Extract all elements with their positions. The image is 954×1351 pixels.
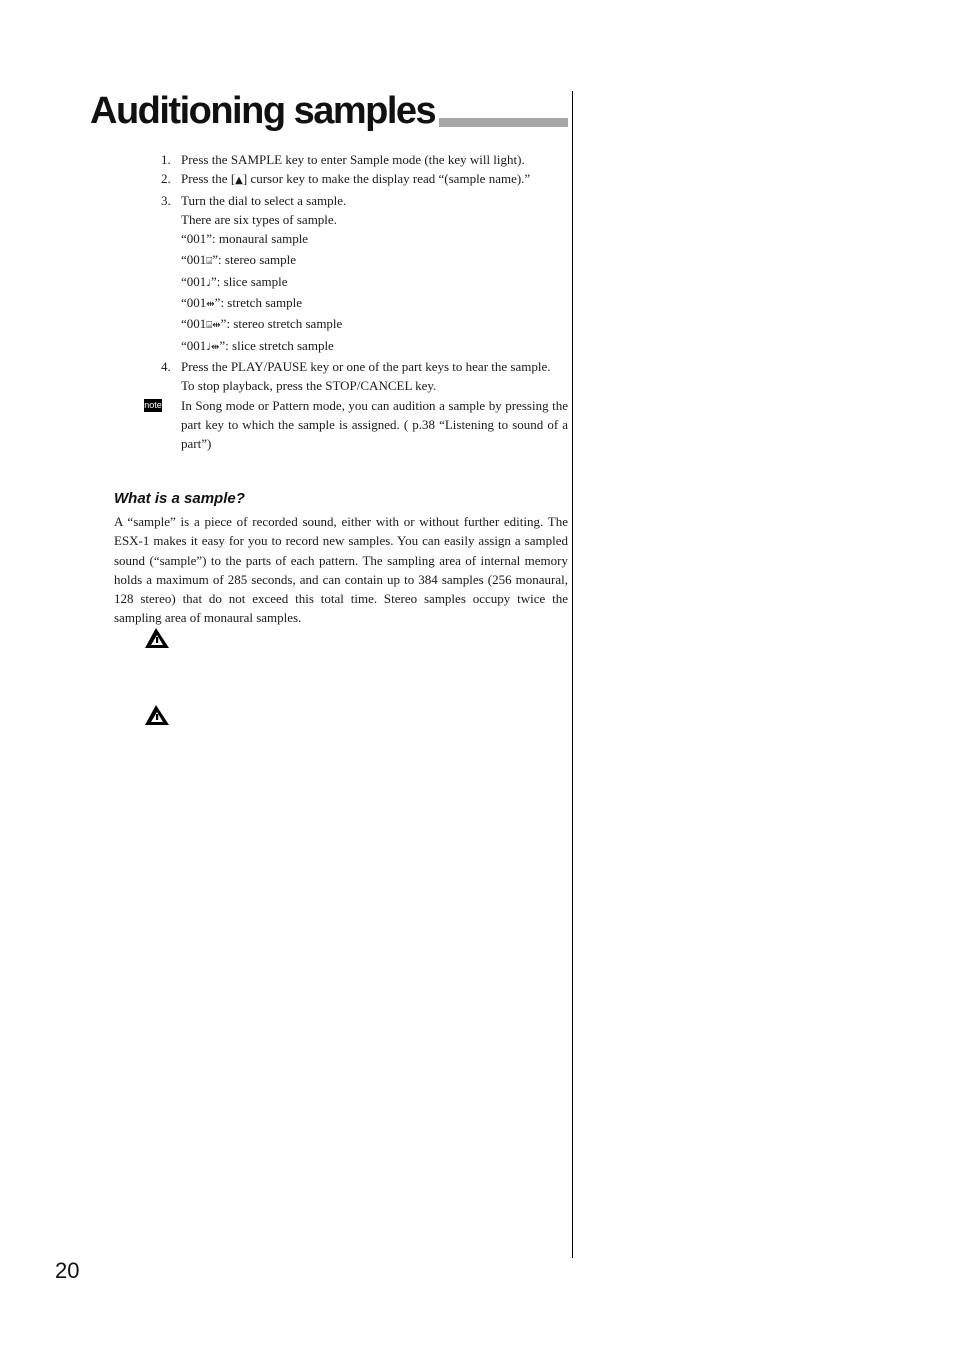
step-number: 3. bbox=[161, 192, 171, 208]
step-text: Press the PLAY/PAUSE key or one of the part keys to hear the sample. bbox=[181, 358, 551, 374]
step-number: 1. bbox=[161, 152, 171, 167]
step-text: Press the SAMPLE key to enter Sample mode (the key will light). bbox=[181, 152, 525, 167]
steps-list bbox=[114, 150, 568, 453]
step-text: Press the [▲] cursor key to make the display read “(sample name).” bbox=[181, 171, 531, 187]
page-number: 20 bbox=[55, 1258, 80, 1283]
section-body: A “sample” is a piece of recorded sound, either with or without further editing. The ESX-1 makes it easy for you to record new samples. You can easily assign a sampled sound (“sample”) to the parts of each pattern. The sampling area of internal memory holds a maximum of 285 seconds, and can contain up to 384 samples (256 monaural, 128 stereo) that do not exceed this total time. Stereo samples occupy twice the sampling area of monaural samples. bbox=[114, 514, 568, 626]
slice-icon: ♩ bbox=[206, 277, 211, 289]
step-number: 2. bbox=[161, 171, 171, 187]
slice-stretch-icon: ♩⇹ bbox=[206, 341, 220, 353]
warning-icon bbox=[144, 627, 170, 649]
list-item bbox=[114, 150, 568, 169]
sample-type-item: “001⌸⇹”: stereo stretch sample bbox=[181, 316, 343, 332]
note-block bbox=[114, 396, 568, 454]
note-text: In Song mode or Pattern mode, you can audition a sample by pressing the part key to which the sample is assigned. ( p.38 “Listening to sound of a part”) bbox=[181, 397, 568, 452]
up-arrow-icon: ▲ bbox=[235, 175, 243, 187]
list-item bbox=[114, 191, 568, 210]
sample-type-item: “001”: monaural sample bbox=[181, 231, 309, 247]
sample-type-item: “001⌸”: stereo sample bbox=[181, 252, 297, 268]
section-heading: What is a sample? bbox=[114, 490, 245, 507]
page-title: Auditioning samples bbox=[90, 88, 439, 134]
title-block bbox=[90, 88, 568, 136]
step-text: Turn the dial to select a sample. bbox=[181, 192, 347, 208]
warning-icon bbox=[144, 704, 170, 726]
list-item bbox=[114, 357, 568, 376]
sample-type-item: “001♩”: slice sample bbox=[181, 273, 288, 289]
stretch-icon: ⇹ bbox=[206, 299, 215, 311]
sample-types-intro: There are six types of sample. bbox=[181, 211, 337, 227]
step-number: 4. bbox=[161, 358, 171, 374]
stereo-icon: ⌸ bbox=[206, 256, 213, 268]
stereo-stretch-icon: ⌸⇹ bbox=[206, 320, 221, 332]
list-item bbox=[114, 169, 568, 190]
sample-type-item: “001♩⇹”: slice stretch sample bbox=[181, 337, 334, 353]
stop-playback-text: To stop playback, press the STOP/CANCEL key. bbox=[181, 378, 437, 394]
note-icon: note bbox=[144, 399, 162, 410]
column-divider bbox=[572, 91, 573, 1258]
sample-type-item: “001⇹”: stretch sample bbox=[181, 295, 303, 311]
